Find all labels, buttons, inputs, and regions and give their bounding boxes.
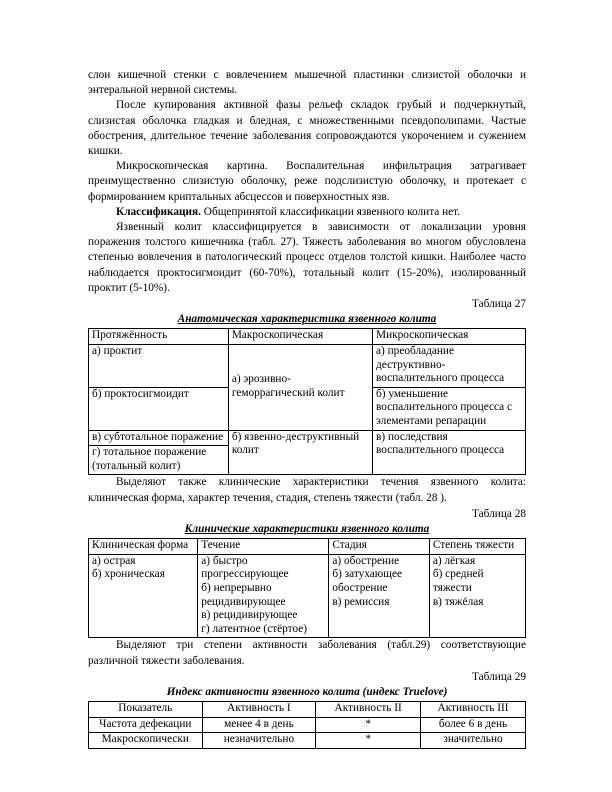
table-cell: значительно [421, 733, 526, 749]
table-cell: Макроскопически [89, 733, 203, 749]
table-cell [198, 554, 329, 638]
table-row [89, 345, 526, 388]
list-item: б) затухающее обострение [332, 568, 402, 594]
table-cell: незначительно [202, 733, 316, 749]
table-cell [329, 554, 430, 638]
paragraph: Микроскопическая картина. Воспалительная инфильтрация затрагивает преимущественно слизистую оболочку, реже подслизистую оболочку, и протекает с формированием криптальных абсцессов и поверхностных язв. [88, 160, 526, 203]
table-row [89, 717, 526, 733]
list-item: в) ремиссия [332, 595, 390, 608]
table-header-cell: Протяжённость [89, 329, 229, 345]
table-header-cell: Микроскопическая [373, 329, 526, 345]
list-item: б) средней тяжести [432, 568, 484, 594]
list-item: б) непрерывно рецидивирующее [201, 581, 286, 608]
table-row [89, 554, 526, 638]
table-cell: б) язвенно-деструктивный колит [228, 430, 372, 475]
table-cell: б) проктосигмоидит [89, 387, 229, 430]
table-header-cell: Макроскопическая [228, 329, 372, 345]
table-cell: * [316, 717, 421, 733]
table-cell: менее 4 в день [202, 717, 316, 733]
list-item: в) тяжёлая [432, 595, 484, 608]
paragraph: Язвенный колит классифицируется в зависимости от локализации уровня поражения толстого кишечника (табл. 27). Тяжесть заболевания во многом обусловлена степенью вовлечения в патологический процесс отделов толстой кишки. Наиболее часто наблюдается проктосигмоидит (60-70%), тотальный колит (15-20%), изолированный проктит (5-10%). [88, 221, 526, 294]
table-header-cell: Активность III [421, 702, 526, 718]
table-cell: более 6 в день [421, 717, 526, 733]
table-activity-index [88, 701, 526, 749]
table-cell: Частота дефекации [89, 717, 203, 733]
table-cell: а) эрозивно-геморрагический колит [228, 345, 372, 431]
table-cell [89, 554, 198, 638]
paragraph-classification [88, 205, 526, 220]
document-page [88, 68, 526, 749]
table-header-row [89, 539, 526, 555]
paragraph: Выделяют также клинические характеристики течения язвенного колита: клиническая форма, характер течения, стадия, степень тяжести (табл. 28 ). [88, 476, 526, 504]
classification-text: Общепринятой классификации язвенного колита нет. [200, 205, 461, 218]
table-caption: Индекс активности язвенного колита (индекс Truelove) [166, 685, 448, 698]
table-header-cell: Активность I [202, 702, 316, 718]
table-header-cell: Течение [198, 539, 329, 555]
table-row [89, 430, 526, 446]
list-item: а) обострение [332, 554, 400, 567]
table-number: Таблица 28 [472, 507, 526, 520]
table-caption: Анатомическая характеристика язвенного колита [177, 313, 437, 326]
table-header-cell: Степень тяжести [429, 539, 525, 555]
list-item: а) быстро прогрессирующее [201, 554, 289, 581]
list-item: г) латентное (стёртое) [201, 622, 308, 635]
table-anatomical [88, 328, 526, 475]
table-header-row [89, 702, 526, 718]
table-number: Таблица 27 [472, 298, 526, 311]
table-cell: * [316, 733, 421, 749]
table-number: Таблица 29 [472, 670, 526, 683]
table-cell: а) преобладание деструктивно-воспалительного процесса [373, 345, 526, 388]
list-item: в) рецидивирующее [201, 609, 298, 622]
table-cell: б) уменьшение воспалительного процесса с элементами репарации [373, 387, 526, 430]
list-item: б) хроническая [92, 568, 165, 581]
table-cell: а) проктит [89, 345, 229, 388]
table-clinical [88, 538, 526, 638]
list-item: а) лёгкая [432, 554, 476, 567]
paragraph: После купирования активной фазы рельеф складок грубый и подчеркнутый, слизистая оболочка гладкая и бледная, с множественными псевдополипами. Частые обострения, длительное течение заболевания сопровождаются укорочением и сужением кишки. [88, 99, 526, 158]
table-cell: г) тотальное поражение (тотальный колит) [89, 446, 229, 475]
table-cell: в) последствия воспалительного процесса [373, 430, 526, 475]
table-header-row [89, 329, 526, 345]
table-header-cell: Активность II [316, 702, 421, 718]
paragraph: Выделяют три степени активности заболевания (табл.29) соответствующие различной тяжести заболевания. [88, 639, 526, 667]
classification-heading: Классификация. [116, 205, 201, 218]
table-row [89, 733, 526, 749]
table-cell: в) субтотальное поражение [89, 430, 229, 446]
table-caption: Клинические характеристики язвенного колита [184, 523, 430, 535]
list-item: а) острая [92, 554, 136, 567]
paragraph: слои кишечной стенки с вовлечением мышечной пластинки слизистой оболочки и энтеральной нервной системы. [88, 69, 526, 97]
table-cell [429, 554, 525, 638]
table-header-cell: Клиническая форма [89, 539, 198, 555]
table-header-cell: Стадия [329, 539, 430, 555]
table-header-cell: Показатель [89, 702, 203, 718]
